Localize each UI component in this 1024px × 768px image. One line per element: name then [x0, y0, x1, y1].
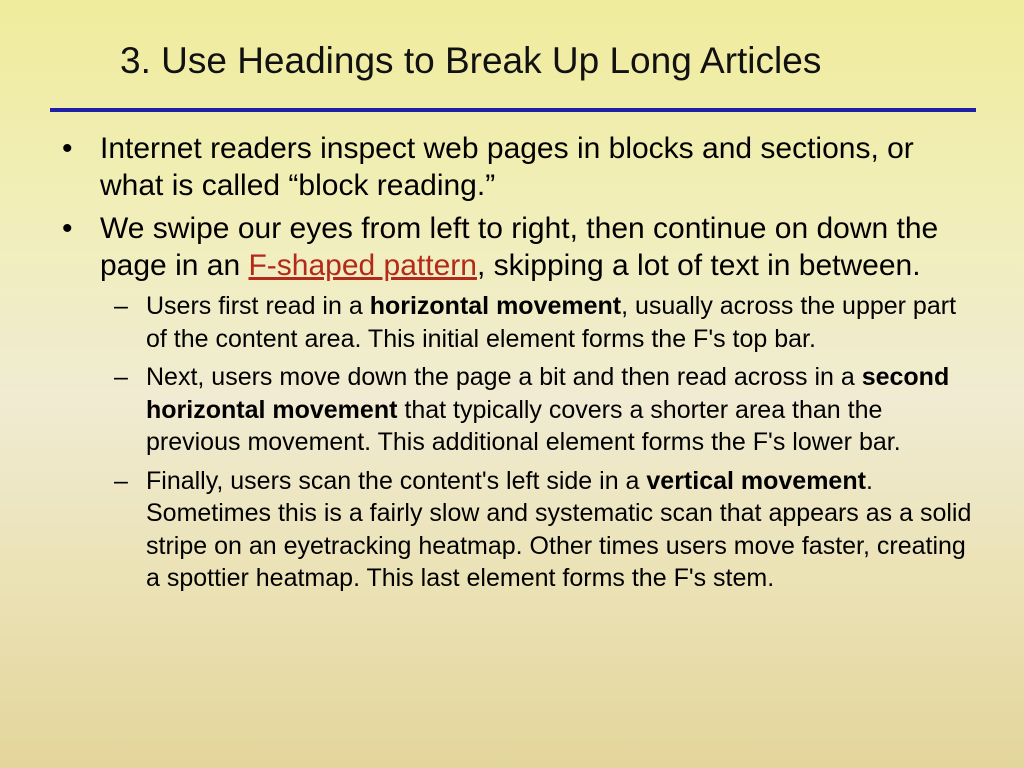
dash-icon: –	[114, 292, 128, 320]
f-shaped-pattern-link[interactable]: F-shaped pattern	[248, 249, 477, 282]
sub-bullet-text-after: . Sometimes this is a fairly slow and systematic scan that appears as a solid stripe on an eyetracking heatmap. Other times users move faster, creating a spottier heatmap. This last element forms the F's stem.	[146, 466, 972, 592]
bullet-text: Internet readers inspect web pages in blocks and sections, or what is called “block reading.”	[100, 132, 914, 202]
sub-bullet-stem	[114, 465, 972, 595]
sub-bullet-bold-term: horizontal movement	[369, 292, 622, 320]
sub-bullet-top-bar	[114, 290, 972, 355]
bullet-f-pattern	[62, 210, 972, 284]
bullet-icon: •	[62, 212, 73, 245]
dash-icon: –	[114, 466, 128, 495]
title-underline-divider	[50, 108, 976, 112]
sub-bullet-text-before: Next, users move down the page a bit and then read across in a	[146, 363, 862, 391]
bullet-text-before: We swipe our eyes from left to right, then continue on down the page in an	[100, 212, 939, 282]
slide-content	[62, 130, 972, 601]
sub-bullet-bold-term: vertical movement	[646, 466, 866, 495]
slide-title: 3. Use Headings to Break Up Long Articles	[120, 40, 822, 81]
bullet-text-after: , skipping a lot of text in between.	[476, 249, 921, 282]
dash-icon: –	[114, 363, 128, 391]
sub-bullet-text-after: that typically covers a shorter area than the previous movement. This additional element forms the F's lower bar.	[146, 395, 901, 456]
sub-bullet-text-before: Users first read in a	[146, 292, 370, 320]
sub-bullet-lower-bar	[114, 361, 972, 459]
sub-bullet-text-after: , usually across the upper part of the content area. This initial element forms the F's top bar.	[146, 292, 957, 353]
sub-bullet-text-before: Finally, users scan the content's left side in a	[146, 466, 647, 495]
bullet-icon: •	[62, 132, 73, 165]
sub-bullet-bold-term: second horizontal movement	[146, 363, 950, 424]
bullet-block-reading	[62, 130, 972, 204]
